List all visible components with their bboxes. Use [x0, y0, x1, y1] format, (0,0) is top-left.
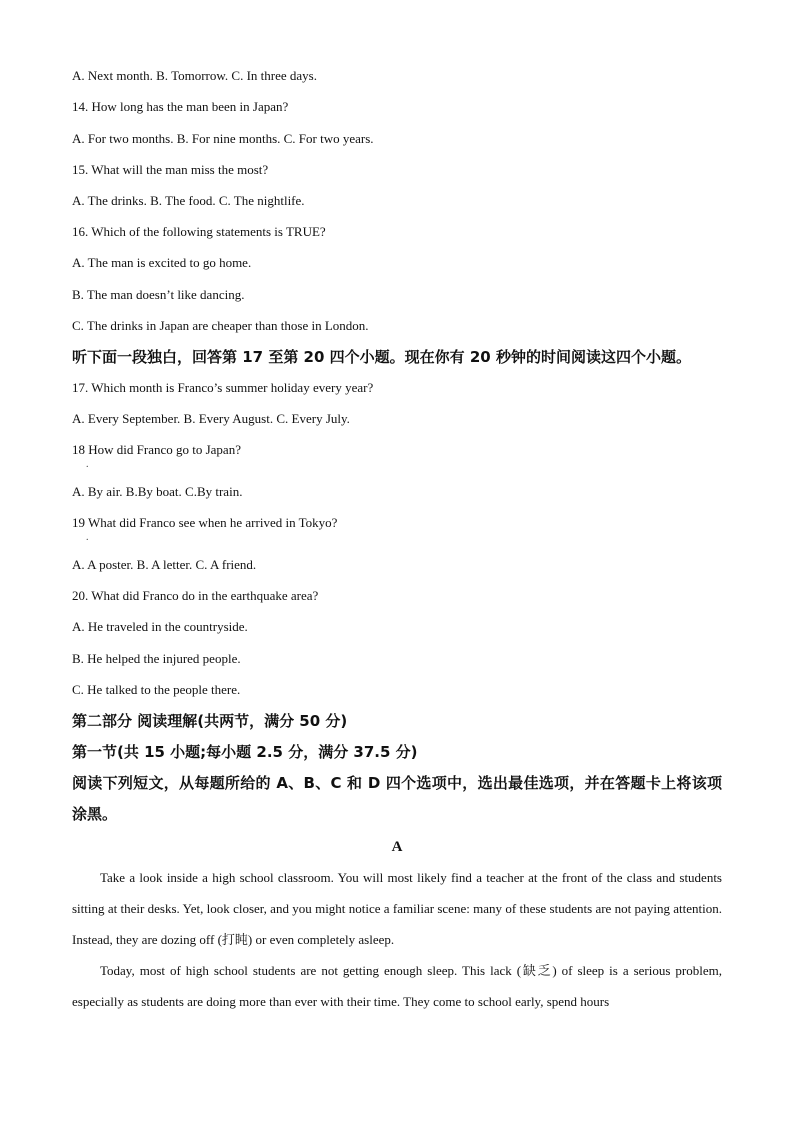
q16-option-b: B. The man doesn’t like dancing.: [72, 287, 245, 302]
q16-question: 16. Which of the following statements is TRUE?: [72, 224, 326, 239]
reading-instruction: 阅读下列短文，从每题所给的 A、B、C 和 D 四个选项中，选出最佳选项，并在答题卡上将该项涂黑。: [72, 774, 722, 823]
q13-options: A. Next month. B. Tomorrow. C. In three days.: [72, 68, 317, 83]
q18-options: A. By air. B.By boat. C.By train.: [72, 484, 243, 499]
q20-option-a: A. He traveled in the countryside.: [72, 619, 248, 634]
q19-options: A. A poster. B. A letter. C. A friend.: [72, 557, 257, 572]
q20-option-c: C. He talked to the people there.: [72, 682, 241, 697]
q15-options: A. The drinks. B. The food. C. The nightlife.: [72, 193, 305, 208]
part-two-heading: 第二部分 阅读理解(共两节，满分 50 分): [72, 712, 348, 730]
passage-paragraph-1: Take a look inside a high school classroom. You will most likely find a teacher at the front of the class and students sitting at their desks. Yet, look closer, and you might notice a familiar scene: many of these students are not paying attention. Instead, they are dozing off (打盹) or even completely asleep.: [72, 870, 722, 948]
q20-question: 20. What did Franco do in the earthquake area?: [72, 588, 319, 603]
section-one-heading: 第一节(共 15 小题;每小题 2.5 分，满分 37.5 分): [72, 743, 418, 761]
q15-question: 15. What will the man miss the most?: [72, 162, 269, 177]
q17-options: A. Every September. B. Every August. C. Every July.: [72, 411, 350, 426]
passage-heading: A: [391, 839, 403, 855]
q19-question: 19 What did Franco see when he arrived in Tokyo?: [72, 515, 338, 530]
q19-dot-mark: .: [86, 532, 89, 543]
q14-options: A. For two months. B. For nine months. C. For two years.: [72, 131, 374, 146]
q20-option-b: B. He helped the injured people.: [72, 651, 241, 666]
q14-question: 14. How long has the man been in Japan?: [72, 99, 289, 114]
passage-paragraph-2: Today, most of high school students are not getting enough sleep. This lack (缺乏) of sleep is a serious problem, especially as students are doing more than ever with their time. They come to school early, spend hours: [72, 963, 722, 1010]
q16-option-a: A. The man is excited to go home.: [72, 255, 252, 270]
q18-dot-mark: .: [86, 459, 89, 470]
q16-option-c: C. The drinks in Japan are cheaper than those in London.: [72, 318, 369, 333]
q17-question: 17. Which month is Franco’s summer holiday every year?: [72, 380, 374, 395]
q18-question: 18 How did Franco go to Japan?: [72, 442, 241, 457]
section-instruction-monologue: 听下面一段独白，回答第 17 至第 20 四个小题。现在你有 20 秒钟的时间阅读这四个小题。: [72, 348, 691, 366]
